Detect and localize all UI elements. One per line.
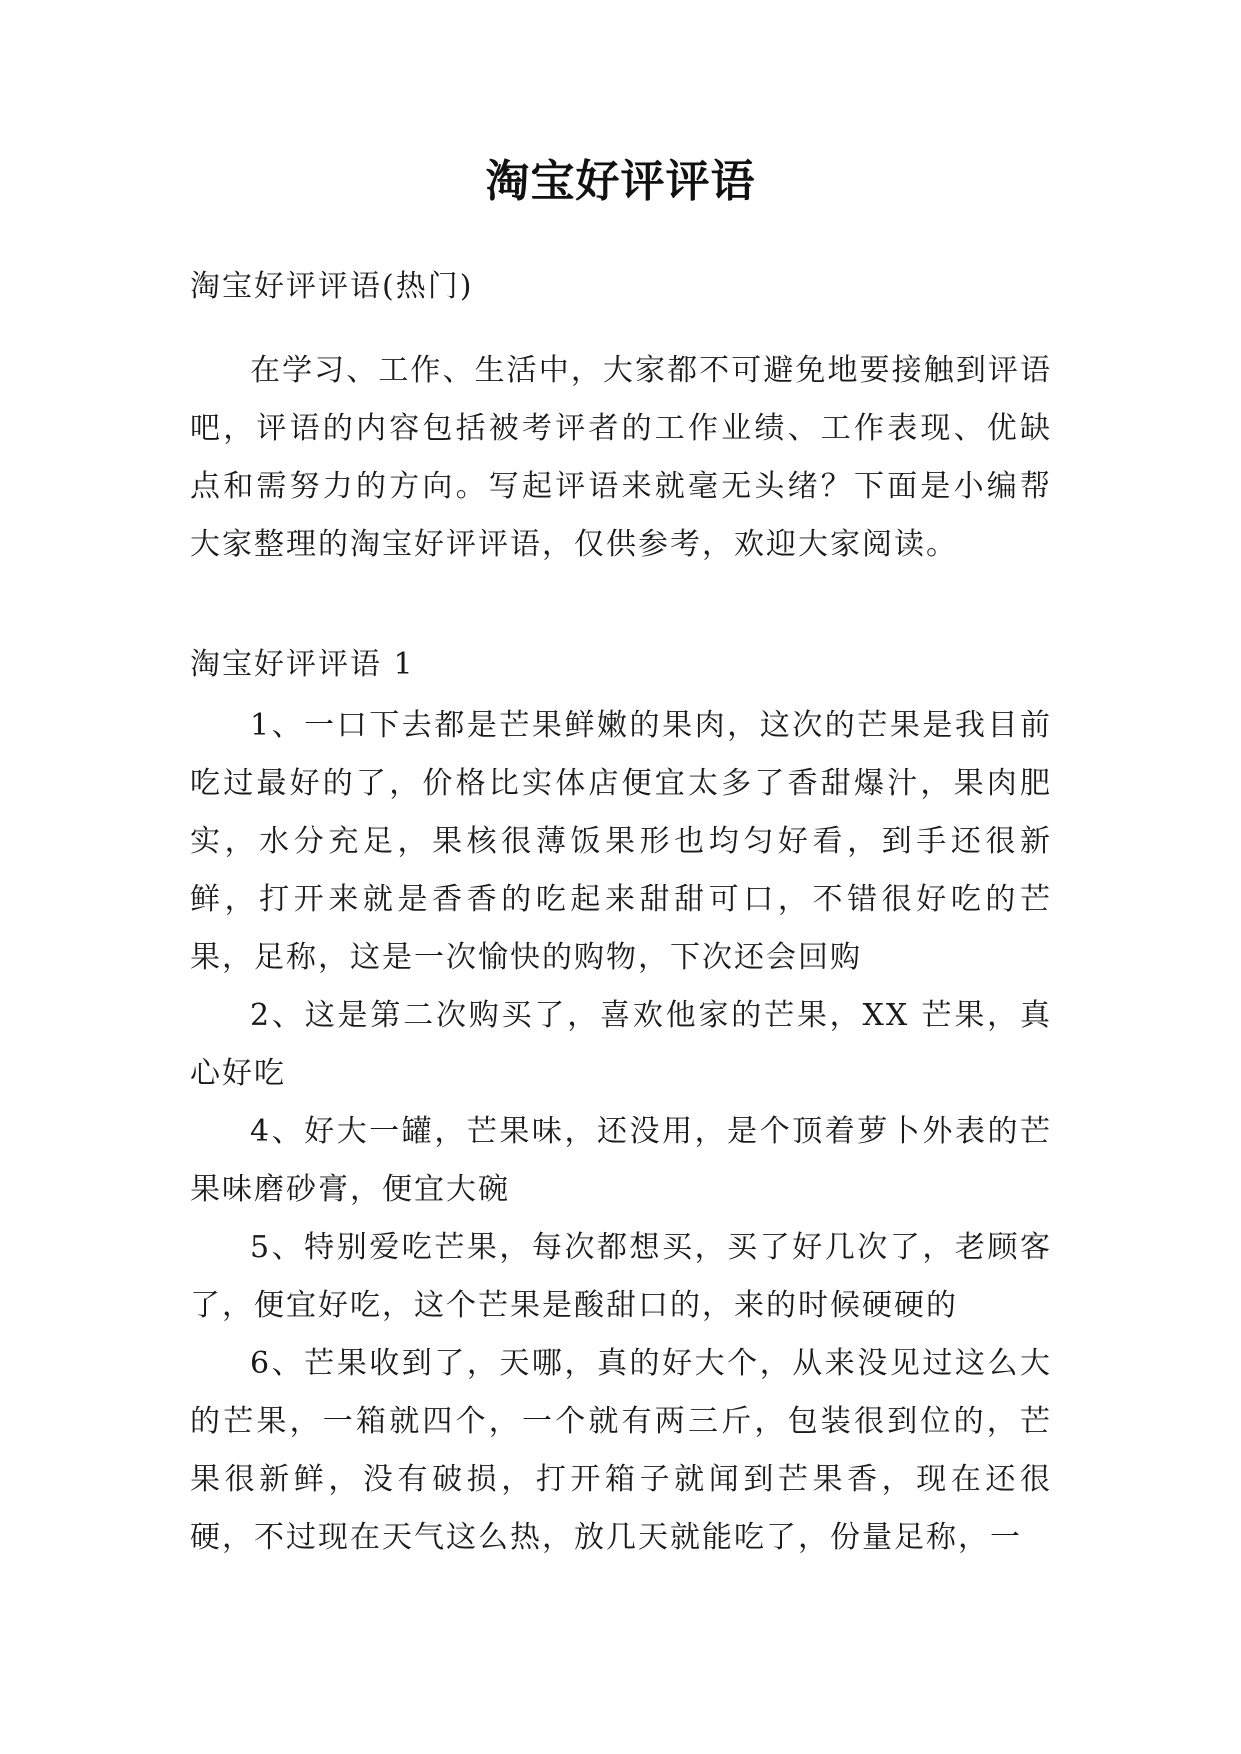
review-item: 2、这是第二次购买了，喜欢他家的芒果，XX 芒果，真心好吃 (190, 998, 1052, 1091)
section-heading: 淘宝好评评语 1 (190, 647, 415, 682)
review-item: 1、一口下去都是芒果鲜嫩的果肉，这次的芒果是我目前吃过最好的了，价格比实体店便宜太多了香甜爆汁，果肉肥实，水分充足，果核很薄饭果形也均匀好看，到手还很新鲜，打开来就是香香的吃起来甜甜可口，不错很好吃的芒果，足称，这是一次愉快的购物，下次还会回购 (190, 708, 1052, 975)
review-item: 6、芒果收到了，天哪，真的好大个，从来没见过这么大的芒果，一箱就四个，一个就有两三斤，包装很到位的，芒果很新鲜，没有破损，打开箱子就闻到芒果香，现在还很硬，不过现在天气这么热，放几天就能吃了，份量足称，一 (190, 1346, 1052, 1555)
review-item: 4、好大一罐，芒果味，还没用，是个顶着萝卜外表的芒果味磨砂膏，便宜大碗 (190, 1114, 1052, 1207)
review-item: 5、特别爱吃芒果，每次都想买，买了好几次了，老顾客了，便宜好吃，这个芒果是酸甜口的，来的时候硬硬的 (190, 1230, 1052, 1323)
intro-paragraph (190, 342, 1052, 574)
review-list (190, 697, 1052, 1567)
document-subtitle: 淘宝好评评语(热门) (190, 269, 474, 304)
document-title: 淘宝好评评语 (485, 156, 756, 207)
intro-text: 在学习、工作、生活中，大家都不可避免地要接触到评语吧，评语的内容包括被考评者的工作业绩、工作表现、优缺点和需努力的方向。写起评语来就毫无头绪？下面是小编帮大家整理的淘宝好评评语，仅供参考，欢迎大家阅读。 (190, 353, 1052, 562)
